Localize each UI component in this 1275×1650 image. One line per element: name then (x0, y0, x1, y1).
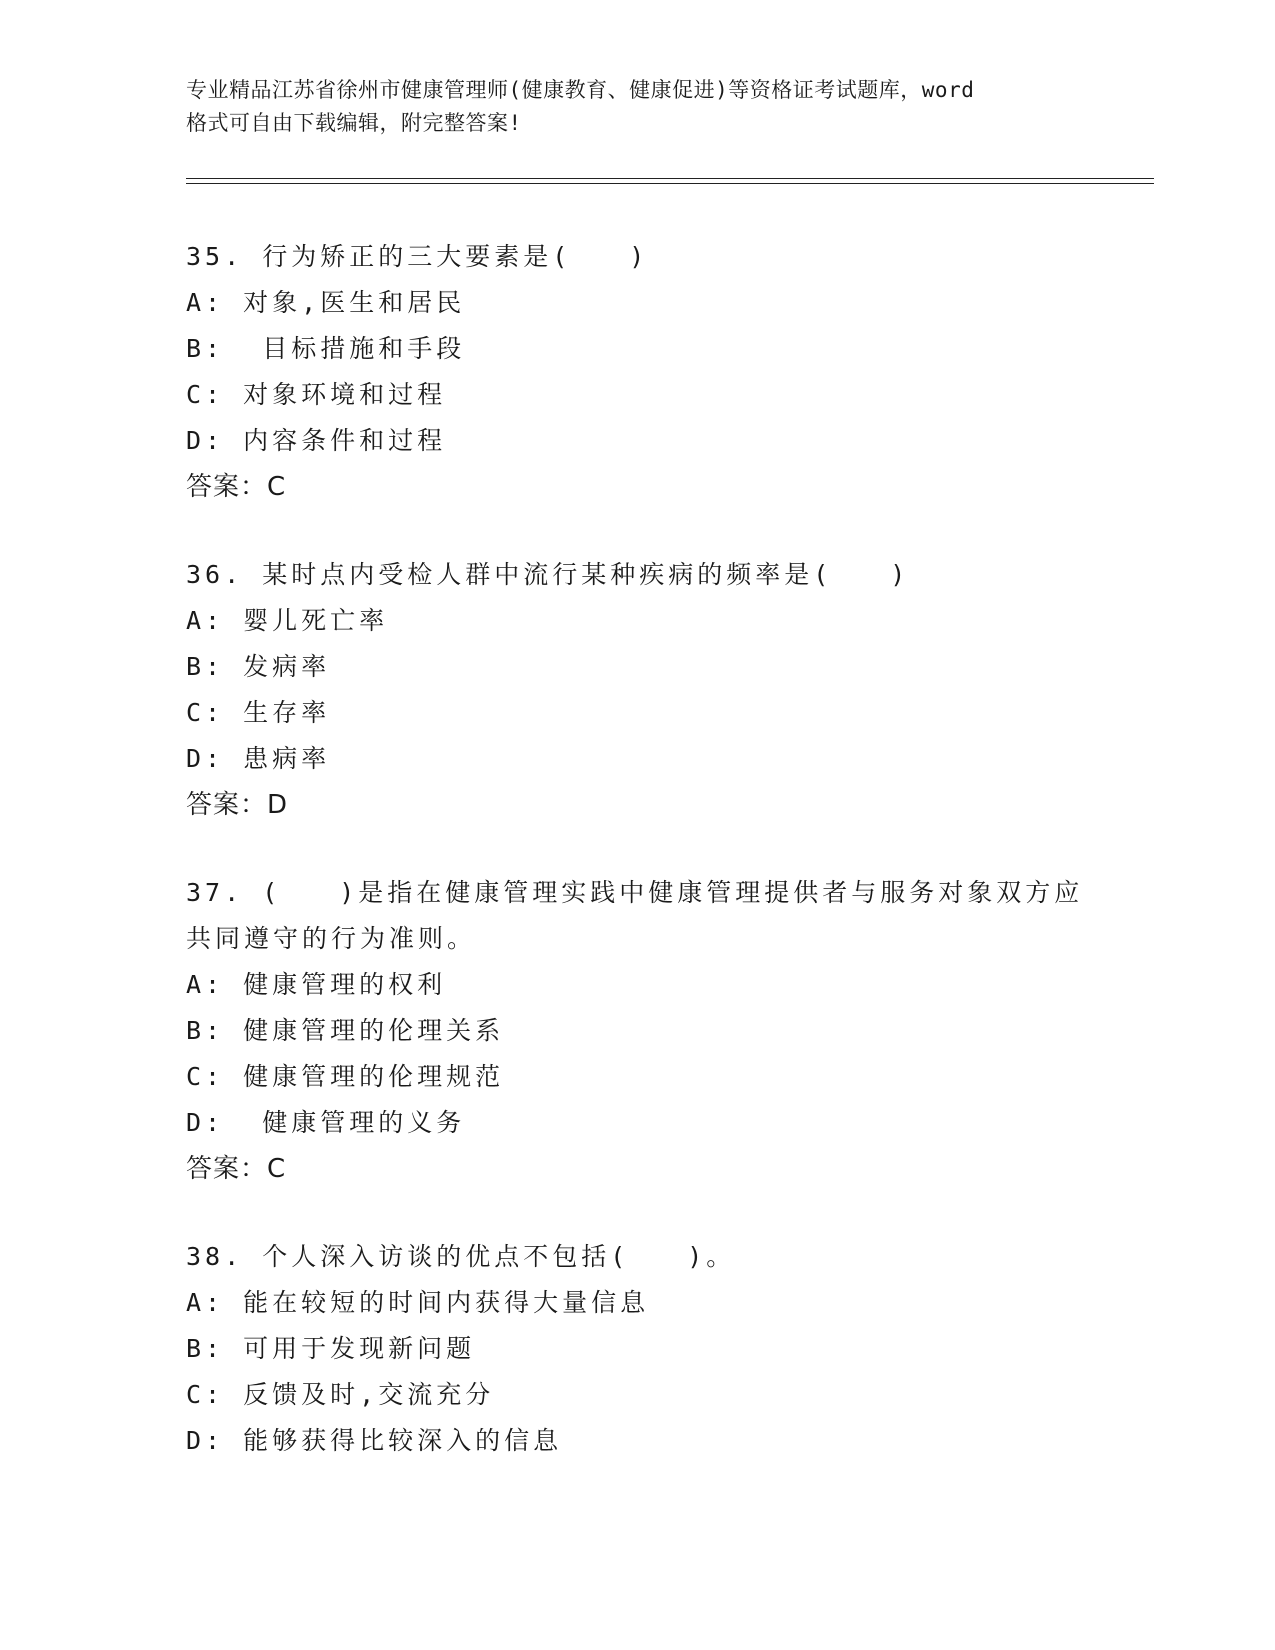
option-d: D: 健康管理的义务 (186, 1108, 466, 1137)
option-d: D: 内容条件和过程 (186, 426, 447, 455)
option-b: B: 健康管理的伦理关系 (186, 1016, 505, 1045)
question-37 (186, 870, 1086, 1192)
option-a: A: 能在较短的时间内获得大量信息 (186, 1288, 650, 1317)
option-c: C: 对象环境和过程 (186, 380, 447, 409)
question-35 (186, 234, 1086, 510)
question-stem: 38. 个人深入访谈的优点不包括( )。 (186, 1242, 736, 1271)
option-c: C: 反馈及时,交流充分 (186, 1380, 495, 1409)
question-36 (186, 552, 1086, 828)
answer-line: 答案：D (186, 790, 289, 820)
option-c: C: 生存率 (186, 698, 331, 727)
question-38 (186, 1234, 1086, 1464)
option-a: A: 婴儿死亡率 (186, 606, 389, 635)
option-b: B: 发病率 (186, 652, 331, 681)
question-stem: 35. 行为矫正的三大要素是( ) (186, 242, 649, 271)
header-line-2: 格式可自由下载编辑，附完整答案! (186, 111, 522, 135)
question-list (186, 234, 1086, 1506)
option-a: A: 对象,医生和居民 (186, 288, 466, 317)
option-c: C: 健康管理的伦理规范 (186, 1062, 505, 1091)
question-stem: 37. ( )是指在健康管理实践中健康管理提供者与服务对象双方应共同遵守的行为准则。 (186, 878, 1084, 953)
option-a: A: 健康管理的权利 (186, 970, 447, 999)
option-b: B: 目标措施和手段 (186, 334, 466, 363)
header-divider-bottom (186, 183, 1154, 184)
header-divider-top (186, 178, 1154, 179)
question-stem: 36. 某时点内受检人群中流行某种疾病的频率是( ) (186, 560, 910, 589)
option-d: D: 患病率 (186, 744, 331, 773)
answer-line: 答案：C (186, 472, 287, 502)
option-d: D: 能够获得比较深入的信息 (186, 1426, 563, 1455)
document-header (186, 74, 1086, 140)
header-line-1: 专业精品江苏省徐州市健康管理师(健康教育、健康促进)等资格证考试题库，word (186, 78, 975, 102)
answer-line: 答案：C (186, 1154, 287, 1184)
option-b: B: 可用于发现新问题 (186, 1334, 476, 1363)
